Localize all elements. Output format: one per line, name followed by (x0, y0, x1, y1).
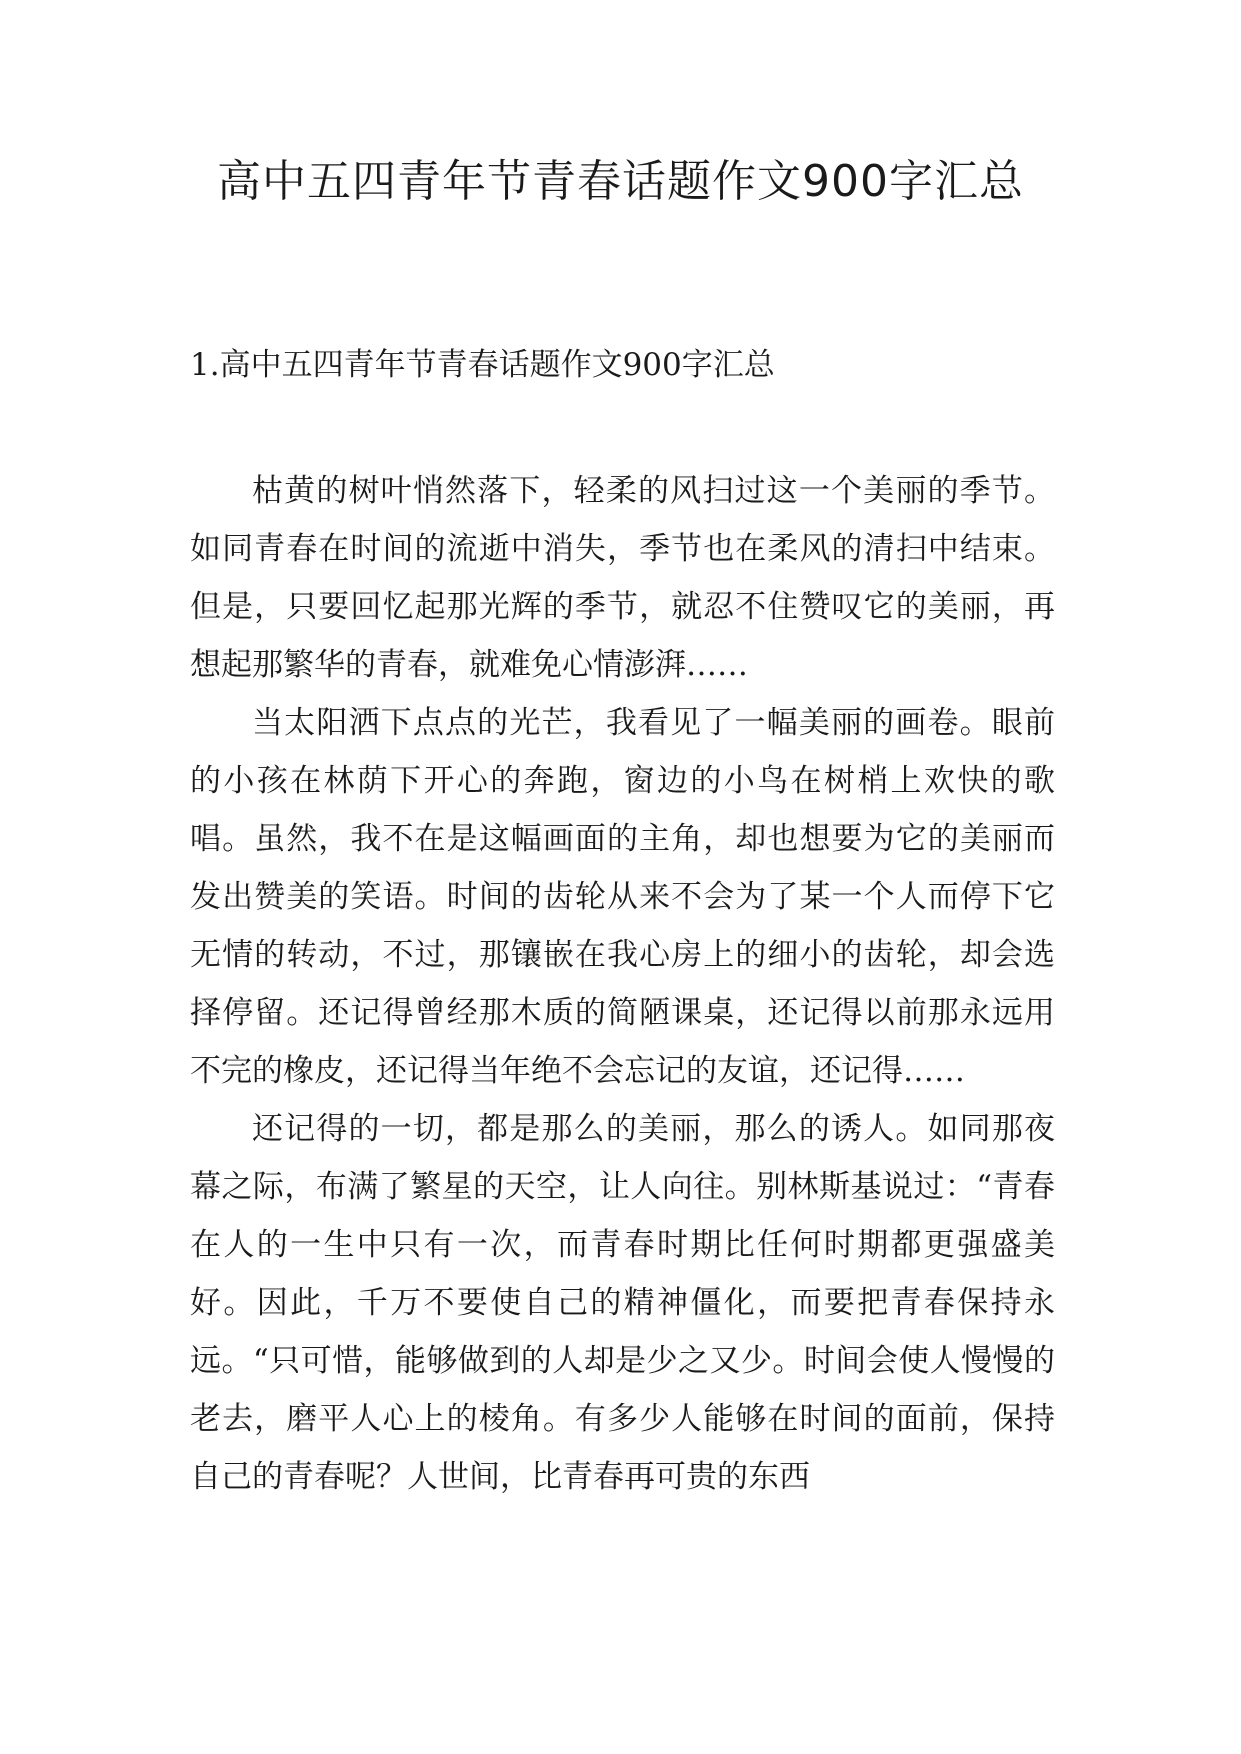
paragraph-1: 枯黄的树叶悄然落下，轻柔的风扫过这一个美丽的季节。如同青春在时间的流逝中消失，季节也在柔风的清扫中结束。但是，只要回忆起那光辉的季节，就忍不住赞叹它的美丽，再想起那繁华的青春，就难免心情澎湃…… (190, 473, 1055, 683)
document-title: 高中五四青年节青春话题作文900字汇总 (217, 156, 1024, 207)
section-heading: 1.高中五四青年节青春话题作文900字汇总 (190, 347, 775, 383)
paragraph-2: 当太阳洒下点点的光芒，我看见了一幅美丽的画卷。眼前的小孩在林荫下开心的奔跑，窗边的小鸟在树梢上欢快的歌唱。虽然，我不在是这幅画面的主角，却也想要为它的美丽而发出赞美的笑语。时间的齿轮从来不会为了某一个人而停下它无情的转动，不过，那镶嵌在我心房上的细小的齿轮，却会选择停留。还记得曾经那木质的简陋课桌，还记得以前那永远用不完的橡皮，还记得当年绝不会忘记的友谊，还记得…… (190, 705, 1055, 1089)
paragraph-3: 还记得的一切，都是那么的美丽，那么的诱人。如同那夜幕之际，布满了繁星的天空，让人向往。别林斯基说过：“青春在人的一生中只有一次，而青春时期比任何时期都更强盛美好。因此，千万不要使自己的精神僵化，而要把青春保持永远。“只可惜，能够做到的人却是少之又少。时间会使人慢慢的老去，磨平人心上的棱角。有多少人能够在时间的面前，保持自己的青春呢？人世间，比青春再可贵的东西 (190, 1111, 1055, 1495)
article-body (190, 462, 1055, 1506)
